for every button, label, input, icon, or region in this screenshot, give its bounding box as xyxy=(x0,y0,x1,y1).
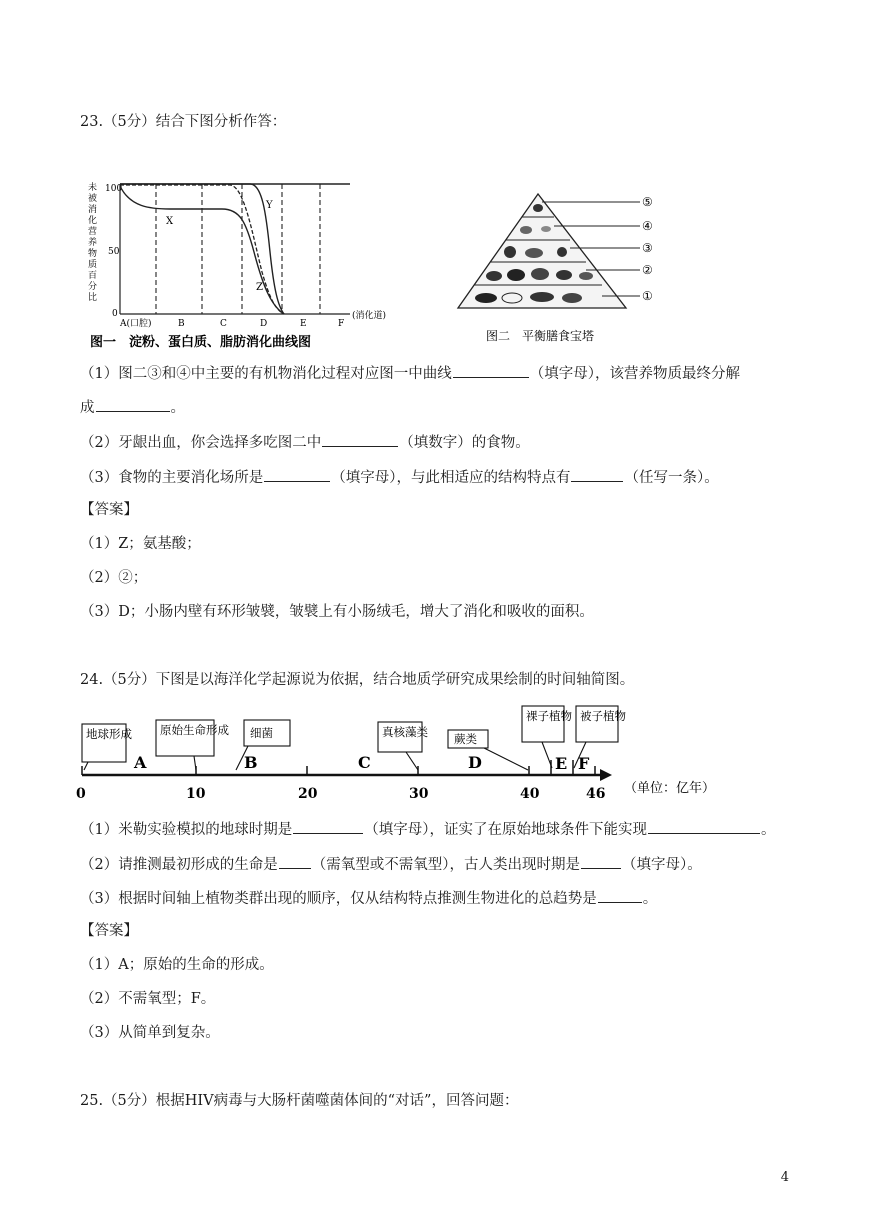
segment-e: E xyxy=(555,754,568,773)
q23-answer-2: （2）②； xyxy=(80,570,148,586)
q24-sub3: （3）根据时间轴上植物类群出现的顺序，仅从结构特点推测生物进化的总趋势是 。 xyxy=(80,887,657,909)
svg-text:D: D xyxy=(260,319,268,329)
q25-title: 25.（5分）根据HIV病毒与大肠杆菌噬菌体间的“对话”，回答问题： xyxy=(80,1093,519,1109)
box-ferns: 蕨类 xyxy=(454,732,477,746)
tick-10: 10 xyxy=(186,786,206,802)
segment-c: C xyxy=(358,753,371,772)
q24-answer-3: （3）从简单到复杂。 xyxy=(80,1025,220,1041)
q24-answer-2: （2）不需氧型；F。 xyxy=(80,991,216,1007)
q23-answer-1: （1）Z；氨基酸； xyxy=(80,536,201,552)
svg-text:分: 分 xyxy=(88,282,98,292)
svg-text:养: 养 xyxy=(88,238,98,248)
answer-blank xyxy=(571,466,623,482)
y-axis-label xyxy=(88,181,97,303)
segment-d: D xyxy=(468,753,482,772)
svg-text:被: 被 xyxy=(88,194,98,204)
segment-dividers xyxy=(156,184,320,314)
svg-text:(消化道): (消化道) xyxy=(352,311,387,321)
curve-label-z: Z xyxy=(256,282,263,293)
tick-20: 20 xyxy=(298,786,318,802)
y-tick-0: 0 xyxy=(112,309,118,319)
page-number: 4 xyxy=(780,1170,789,1185)
q24-sub1: （1）米勒实验模拟的地球时期是 （填字母），证实了在原始地球条件下能实现 。 xyxy=(80,818,775,840)
tick-0: 0 xyxy=(76,786,86,802)
answer-blank xyxy=(453,362,529,378)
q24-sub2: （2）请推测最初形成的生命是 （需氧型或不需氧型），古人类出现时期是 （填字母）。 xyxy=(80,853,702,875)
box-angiosperms: 被子植物 xyxy=(580,709,626,723)
q23-answer-label: 【答案】 xyxy=(80,502,138,518)
pyramid-level-2: ② xyxy=(642,263,653,277)
svg-text:F: F xyxy=(338,319,345,329)
segment-a: A xyxy=(134,753,147,772)
q23-sub2: （2）牙龈出血，你会选择多吃图二中 （填数字）的食物。 xyxy=(80,431,530,453)
q24-answer-label: 【答案】 xyxy=(80,923,138,939)
pyramid-level-4: ④ xyxy=(642,219,653,233)
q23-sub3: （3）食物的主要消化场所是 （填字母），与此相适应的结构特点有 （任写一条）。 xyxy=(80,466,719,488)
q23-sub1: （1）图二③和④中主要的有机物消化过程对应图一中曲线 （填字母），该营养物质最终分解 xyxy=(80,362,740,384)
svg-text:未: 未 xyxy=(88,183,98,193)
answer-blank xyxy=(598,887,642,903)
box-eukaryotic-algae: 真核藻类 xyxy=(382,725,428,739)
answer-blank xyxy=(96,396,170,412)
svg-text:B: B xyxy=(178,319,185,329)
fig2-caption: 图二 平衡膳食宝塔 xyxy=(486,329,595,343)
food-pyramid-figure xyxy=(450,188,690,348)
box-primitive-life: 原始生命形成 xyxy=(160,723,229,737)
timeline-ticks xyxy=(82,760,595,775)
svg-text:质: 质 xyxy=(88,260,98,270)
svg-text:物: 物 xyxy=(88,249,98,259)
answer-blank xyxy=(279,853,311,869)
fig1-caption: 图一 淀粉、蛋白质、脂肪消化曲线图 xyxy=(90,335,312,350)
answer-blank xyxy=(581,853,621,869)
svg-text:C: C xyxy=(220,319,227,329)
digestion-curve-figure xyxy=(80,172,420,352)
y-tick-100: 100 xyxy=(105,184,123,194)
pyramid-level-5: ⑤ xyxy=(642,195,653,209)
pyramid-level-3: ③ xyxy=(642,241,653,255)
svg-text:A(口腔): A(口腔) xyxy=(120,319,152,329)
answer-blank xyxy=(264,466,330,482)
segment-b: B xyxy=(244,753,258,772)
svg-text:比: 比 xyxy=(88,293,98,303)
q23-title: 23.（5分）结合下图分析作答： xyxy=(80,114,287,130)
svg-text:营: 营 xyxy=(88,227,98,237)
timeline-arrow xyxy=(600,769,612,781)
q24-title: 24.（5分）下图是以海洋化学起源说为依据，结合地质学研究成果绘制的时间轴简图。 xyxy=(80,672,635,688)
tick-40: 40 xyxy=(520,786,540,802)
q24-answer-1: （1）A；原始的生命的形成。 xyxy=(80,957,274,973)
curve-label-y: Y xyxy=(266,200,273,211)
answer-blank xyxy=(322,431,398,447)
tick-46: 46 xyxy=(586,786,606,802)
q23-answer-3: （3）D；小肠内壁有环形皱襞，皱襞上有小肠绒毛，增大了消化和吸收的面积。 xyxy=(80,604,594,620)
curve-label-x: X xyxy=(166,216,174,227)
x-tick-labels xyxy=(119,309,386,329)
svg-text:消: 消 xyxy=(88,205,98,215)
q23-sub1-cont: 成 。 xyxy=(80,396,185,418)
y-tick-50: 50 xyxy=(108,247,120,257)
svg-text:化: 化 xyxy=(88,216,98,226)
pyramid-level-1: ① xyxy=(642,289,653,303)
svg-text:百: 百 xyxy=(88,271,98,281)
segment-f: F xyxy=(578,754,590,773)
timeline-figure xyxy=(76,700,756,806)
box-earth-formed: 地球形成 xyxy=(86,727,132,741)
answer-blank xyxy=(293,818,363,834)
svg-text:E: E xyxy=(300,319,307,329)
answer-blank xyxy=(648,818,760,834)
tick-30: 30 xyxy=(409,786,429,802)
timeline-unit: （单位：亿年） xyxy=(624,781,716,796)
box-gymnosperms: 裸子植物 xyxy=(526,709,572,723)
box-bacteria: 细菌 xyxy=(250,726,273,740)
